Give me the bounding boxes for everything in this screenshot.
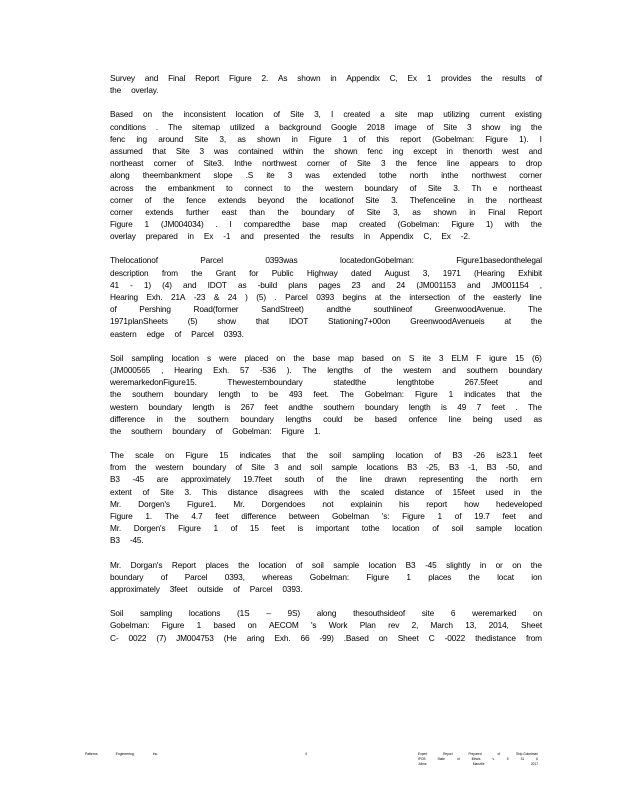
page-footer [0, 752, 618, 782]
text-line: Thelocationof Parcel 0393was locatedonGobelman: Figure1basedonthelegal [110, 255, 542, 266]
text-line: corner extends further east than the boundary of Site 3, as shown in Final Report [110, 206, 542, 217]
text-line: overlay prepared in Ex -1 and presented the results in Appendix C, Ex -2. [110, 231, 471, 242]
paragraph [110, 559, 542, 596]
text-line: the southern boundary of Gobelman: Figure 1. [110, 425, 321, 436]
footer-word: Inc. [152, 752, 159, 756]
paragraph [110, 72, 542, 96]
text-line: Gobelman: Figure 1 based on AECOM 's Work Plan rev 2, March 13, 2014, Sheet [110, 620, 542, 631]
report-body [110, 72, 542, 656]
text-line: Soil sampling locations (1S – 9S) along thesouthsideof site 6 weremarked on [110, 608, 542, 619]
text-line: northeast corner of Site3. Inthe northwest corner of Site 3 the fence line appears to drop [110, 158, 542, 169]
footer-line: IPCB State of Illinois v. 5 31 6 [418, 757, 538, 761]
text-line: the southern boundary length to be 493 feet. The Gobelman: Figure 1 indicates that the [110, 389, 542, 400]
paragraph [110, 108, 542, 242]
text-line: Hearing Exh. 21A -23 & 24 ) (5) . Parcel 0393 begins at the intersection of the easterly line [110, 292, 542, 302]
text-line: difference in the southern boundary lengths could be based onfence line being used as [110, 413, 542, 424]
text-line: fenc ing around Site 3, as shown in Figure 1 of this report (Gobelman: Figure 1). I [110, 133, 542, 144]
text-line: description from the Grant for Public Highway dated August 3, 1971 (Hearing Exhibit [110, 267, 542, 278]
text-line: Based on the inconsistent location of Site 3, I created a site map utilizing current existing [110, 109, 542, 120]
text-line: B3 -45. [110, 535, 144, 546]
footer-company [85, 752, 158, 756]
paragraph [110, 352, 542, 437]
text-line: from the western boundary of Site 3 and soil sample locations B3 -25, B3 -1, B3 -50, and [110, 462, 542, 473]
text-line: 1971planSheets (5) show that IDOT Stationing7+00on GreenwoodAvenueis at the [110, 316, 542, 327]
footer-page-number: 4 [305, 752, 307, 756]
text-line: Survey and Final Report Figure 2. As shown in Appendix C, Ex 1 provides the results of [110, 73, 542, 83]
text-line: B3 -45 are approximately 19.7feet south of the line drawn representing the north ern [110, 474, 542, 485]
footer-word: Engineering, [115, 752, 135, 756]
text-line: corner of the fence extends beyond the locationof Site 3. Thefenceline in the northeast [110, 194, 542, 205]
text-line: boundary of Parcel 0393, whereas Gobelman: Figure 1 places the locat ion [110, 571, 542, 582]
footer-line: Expert Report Prepared of Ship Gobelman [418, 752, 538, 756]
paragraph [110, 449, 542, 547]
footer-word: Patterns [85, 752, 98, 756]
text-line: (JM000565 , Hearing Exh. 57 -536 ). The lengths of the western and southern boundary [110, 364, 542, 375]
text-line: Figure 1 (JM004034) . I comparedthe base map created (Gobelman: Figure 1) with the [110, 219, 542, 230]
text-line: Mr. Dorgen's Figure 1 of 15 feet is important tothe location of soil sample location [110, 523, 542, 534]
text-line: C- 0022 (7) JM004753 (He aring Exh. 66 -99) .Based on Sheet C -0022 thedistance from [110, 632, 542, 643]
text-line: western boundary length is 267 feet andthe southern boundary length is 49 7 feet . The [110, 401, 542, 412]
text-line: assumed that Site 3 was contained within the shown fenc ing except in thenorth west and [110, 145, 542, 156]
text-line: conditions . The sitemap utilized a background Google 2018 image of Site 3 show ing the [110, 121, 542, 132]
text-line: extent of Site 3. This distance disagrees with the scaled distance of 15feet used in the [110, 486, 542, 497]
text-line: approximately 3feet outside of Parcel 0393. [110, 583, 303, 594]
text-line: Mr. Dorgan's Report places the location of soil sample location B3 -45 slightly in or on the [110, 559, 542, 570]
text-line: The scale on Figure 15 indicates that the soil sampling location of B3 -26 is23.1 feet [110, 450, 542, 461]
text-line: across the embankment to connect to the western boundary of Site 3. Th e northeast [110, 182, 542, 193]
paragraph [110, 607, 542, 644]
text-line: 41 - 1) (4) and IDOT as -build plans pages 23 and 24 (JM001153 and JM001154 , [110, 279, 542, 290]
footer-line: Johns Manville 2017 [418, 762, 538, 766]
text-line: Mr. Dorgen's Figure1. Mr. Dorgendoes not explainin his report how hedeveloped [110, 498, 542, 509]
text-line: of Pershing Road(former SandStreet) andthe southlineof GreenwoodAvenue. The [110, 304, 542, 315]
text-line: along theembankment slope .S ite 3 was extended tothe north inthe northwest corner [110, 170, 542, 181]
text-line: weremarkedonFigure15. Thewesternboundary statedthe lengthtobe 267.5feet and [110, 377, 542, 388]
text-line: eastern edge of Parcel 0393. [110, 328, 244, 339]
text-line: Soil sampling location s were placed on the base map based on S ite 3 ELM F igure 15 (6) [110, 352, 542, 363]
paragraph [110, 254, 542, 339]
text-line: Figure 1. The 4.7 feet difference between Gobelman 's: Figure 1 of 19.7 feet and [110, 511, 542, 521]
footer-report-info [418, 752, 538, 767]
text-line: the overlay. [110, 85, 159, 96]
